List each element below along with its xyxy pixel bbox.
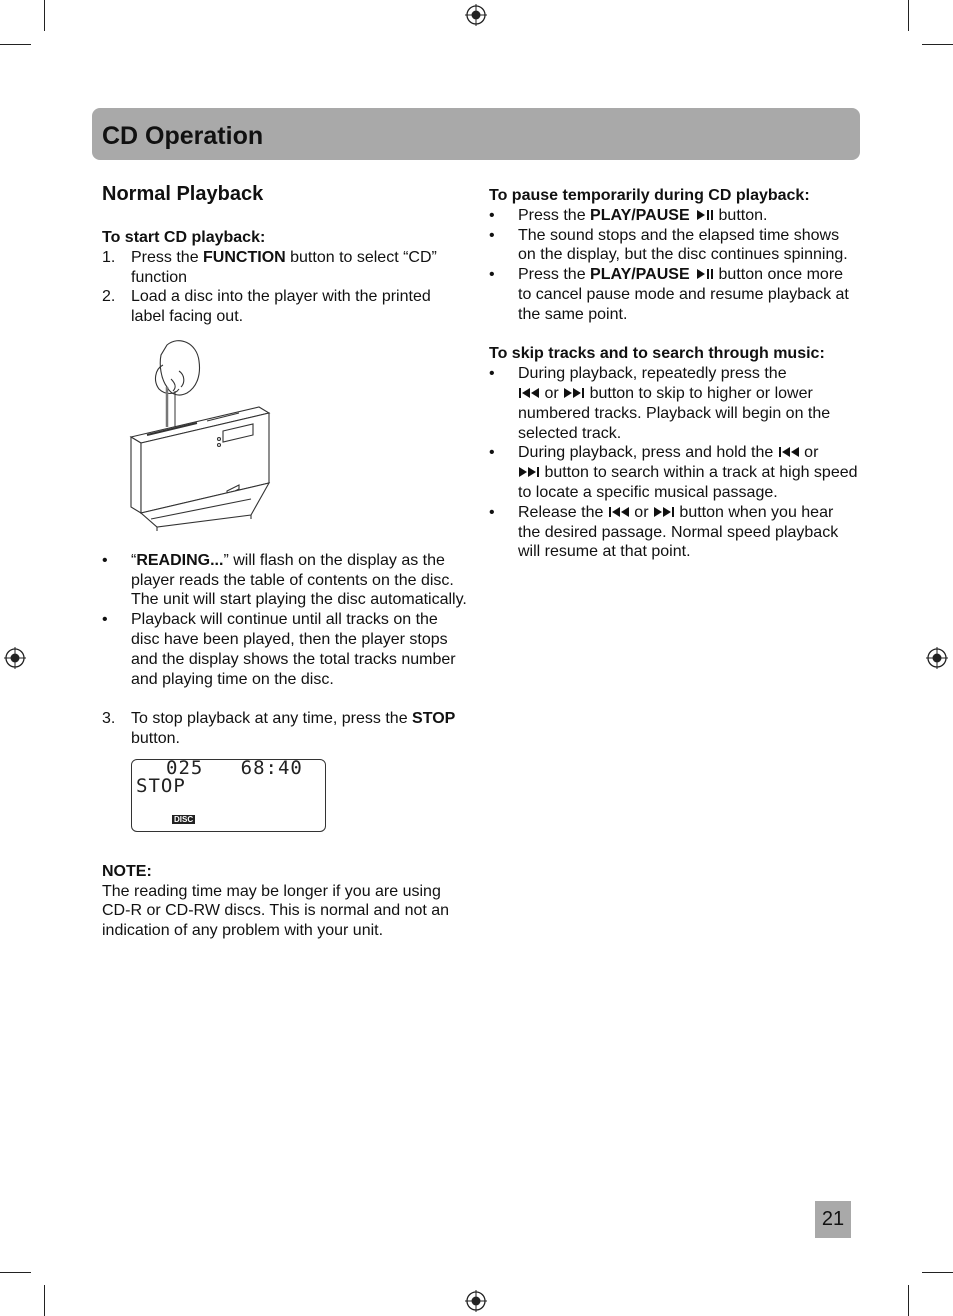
step-3 <box>102 709 467 749</box>
bullet-mark: • <box>489 206 495 224</box>
step-number: 3. <box>102 710 116 728</box>
skip-next-icon <box>518 466 540 478</box>
or-text: or <box>799 444 819 462</box>
bullet-playback-continue <box>102 610 467 689</box>
step-text: button to select “CD” function <box>131 248 437 286</box>
step-text: button. <box>131 729 180 747</box>
registration-mark-icon <box>465 4 487 26</box>
skip-next-icon <box>563 387 585 399</box>
right-column <box>489 186 859 562</box>
crop-mark <box>0 44 31 45</box>
bullet-mark: • <box>489 503 495 521</box>
bullet-mark: • <box>489 365 495 383</box>
crop-mark <box>908 0 909 31</box>
or-text: or <box>540 384 564 402</box>
lcd-total-time: 68:40 <box>240 756 303 779</box>
header-bar <box>92 108 860 160</box>
skip-bullet-2 <box>489 443 859 502</box>
bullet-mark: • <box>489 226 495 244</box>
bullet-mark: • <box>102 611 108 629</box>
bullet-text: Press the <box>518 266 591 284</box>
function-button-label: FUNCTION <box>203 248 286 266</box>
step-1 <box>102 248 467 288</box>
disc-loading-illustration <box>127 335 277 531</box>
crop-mark <box>922 44 953 45</box>
step-number: 1. <box>102 248 116 266</box>
bullet-text: Playback will continue until all tracks on the disc have been played, then the player stops and the display shows the total tracks number and playing time on the disc. <box>131 611 456 688</box>
skip-previous-icon <box>778 446 800 458</box>
skip-next-icon <box>653 506 675 518</box>
note-heading: NOTE: <box>102 862 152 880</box>
quote-mark: “ <box>131 551 137 569</box>
pause-bullet-3 <box>489 265 859 324</box>
pause-bullet-1 <box>489 206 859 226</box>
bullet-text: The sound stops and the elapsed time shows on the display, but the disc continues spinning. <box>518 226 848 264</box>
skip-heading: To skip tracks and to search through music: <box>489 345 825 363</box>
bullet-text: ” will flash on the display as the player reads the table of contents on the disc. The unit will start playing the disc automatically. <box>131 551 467 609</box>
section-title: Normal Playback <box>102 183 264 205</box>
registration-mark-icon <box>465 1290 487 1312</box>
step-text: Load a disc into the player with the printed label facing out. <box>131 288 431 326</box>
bullet-text: Press the <box>518 206 591 224</box>
step-2 <box>102 287 467 327</box>
page-number: 21 <box>815 1201 851 1238</box>
bullet-reading <box>102 551 467 610</box>
bullet-text: button to skip to higher or lower numbered tracks. Playback will begin on the selected track. <box>518 384 831 442</box>
skip-bullet-1 <box>489 364 859 443</box>
bullet-text: button to search within a track at high speed to locate a specific musical passage. <box>518 464 858 501</box>
or-text: or <box>629 503 653 521</box>
stop-button-label: STOP <box>412 710 456 728</box>
bullet-text: During playback, repeatedly press the <box>518 365 787 383</box>
play-pause-button-label: PLAY/PAUSE <box>590 206 690 224</box>
bullet-text: Release the <box>518 503 608 521</box>
start-heading: To start CD playback: <box>102 229 266 246</box>
bullet-mark: • <box>102 551 108 569</box>
bullet-text: button once more to cancel pause mode and resume playback at the same point. <box>518 266 849 323</box>
bullet-mark: • <box>489 444 495 462</box>
lcd-status: STOP <box>136 774 186 797</box>
lcd-display <box>131 756 326 832</box>
crop-mark <box>44 1285 45 1316</box>
lcd-disc-badge: DISC <box>174 814 194 824</box>
lcd-track-count: 025 <box>166 756 204 779</box>
page-title: CD Operation <box>102 122 264 150</box>
note-text: The reading time may be longer if you are using CD-R or CD-RW discs. This is normal and not an indication of any problem with your unit. <box>102 882 450 940</box>
bullet-text: button when you hear the desired passage. Normal speed playback will resume at that point. <box>518 503 839 561</box>
crop-mark <box>922 1272 953 1273</box>
play-pause-icon <box>694 209 714 221</box>
registration-mark-icon <box>926 647 948 669</box>
reading-display-text: READING... <box>136 551 224 569</box>
play-pause-button-label: PLAY/PAUSE <box>590 266 690 284</box>
pause-bullet-2 <box>489 226 859 266</box>
skip-previous-icon <box>518 387 540 399</box>
registration-mark-icon <box>4 647 26 669</box>
step-number: 2. <box>102 288 116 306</box>
crop-mark <box>908 1285 909 1316</box>
crop-mark <box>0 1272 31 1273</box>
play-pause-icon <box>694 268 714 280</box>
pause-heading: To pause temporarily during CD playback: <box>489 187 810 204</box>
left-column <box>102 182 467 941</box>
lcd-line-1 <box>166 756 303 779</box>
step-text: To stop playback at any time, press the <box>131 710 413 728</box>
crop-mark <box>44 0 45 31</box>
skip-previous-icon <box>608 506 630 518</box>
bullet-text: During playback, press and hold the <box>518 444 778 462</box>
skip-bullet-3 <box>489 503 859 562</box>
bullet-text: button. <box>718 206 768 224</box>
bullet-mark: • <box>489 266 495 284</box>
step-text: Press the <box>131 248 204 266</box>
